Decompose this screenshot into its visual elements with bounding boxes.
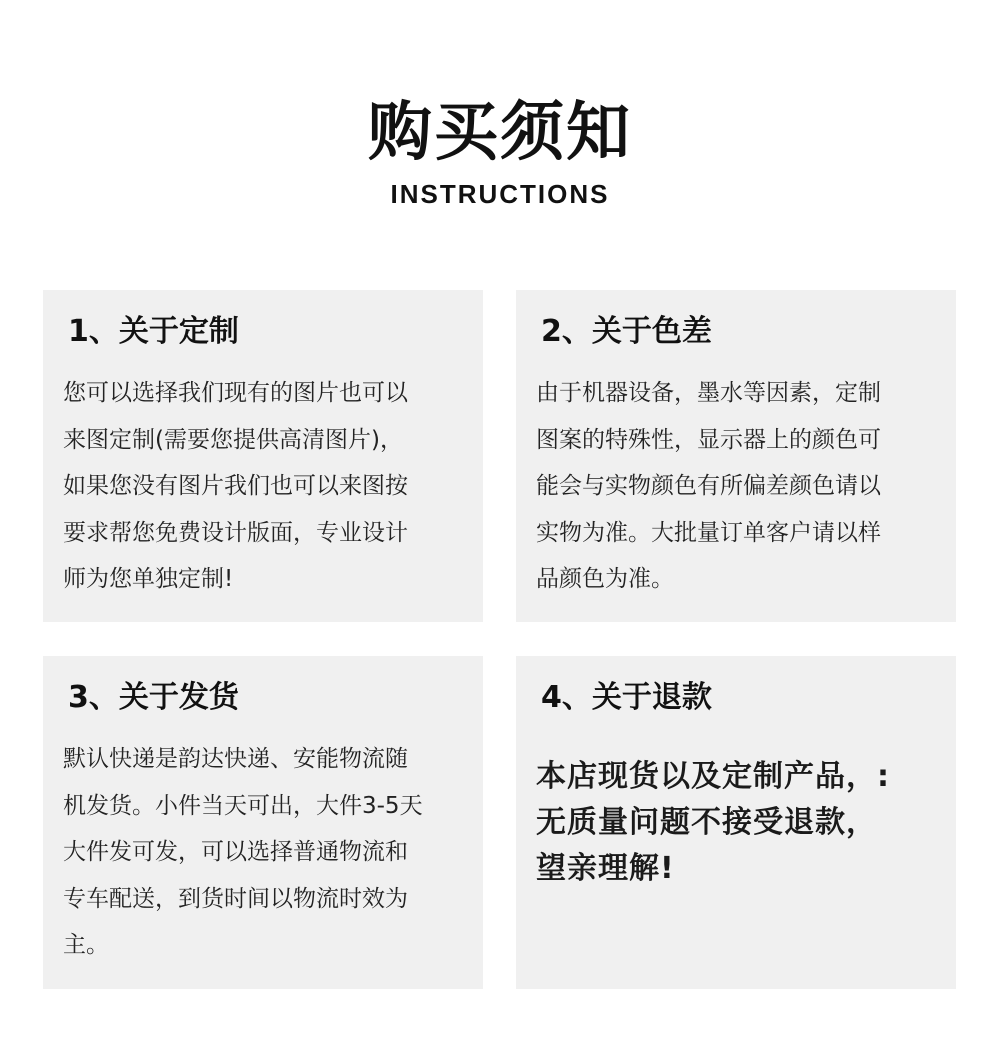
card-heading: 4、关于退款 bbox=[541, 680, 712, 715]
card-text-line: 如果您没有图片我们也可以来图按 bbox=[63, 473, 408, 499]
card-text-line: 本店现货以及定制产品，: bbox=[536, 759, 890, 794]
card-text-line: 无质量问题不接受退款， bbox=[536, 805, 877, 840]
card-text-line: 能会与实物颜色有所偏差颜色请以 bbox=[536, 473, 881, 499]
card-text-line: 大件发可发，可以选择普通物流和 bbox=[63, 839, 408, 865]
card-text-line: 专车配送，到货时间以物流时效为 bbox=[63, 885, 408, 912]
card-text-line: 默认快递是韵达快递、安能物流随 bbox=[63, 746, 408, 772]
page-title: 购买须知 bbox=[368, 96, 632, 170]
card-text-line: 机发货。小件当天可出，大件3-5天 bbox=[63, 792, 423, 819]
card-color-difference bbox=[516, 290, 956, 622]
card-text-line: 望亲理解! bbox=[536, 851, 675, 886]
card-text-line: 师为您单独定制! bbox=[63, 566, 234, 592]
card-body bbox=[63, 736, 463, 969]
card-heading: 3、关于发货 bbox=[68, 680, 239, 715]
card-body bbox=[63, 370, 463, 603]
card-text-line: 实物为准。大批量订单客户请以样 bbox=[536, 519, 881, 546]
card-refund bbox=[516, 656, 956, 989]
card-customization bbox=[43, 290, 483, 622]
card-text-line: 图案的特殊性，显示器上的颜色可 bbox=[536, 426, 881, 453]
page-subtitle: INSTRUCTIONS bbox=[390, 179, 610, 209]
card-heading: 1、关于定制 bbox=[68, 314, 239, 349]
card-text-line: 您可以选择我们现有的图片也可以 bbox=[63, 380, 408, 406]
card-shipping bbox=[43, 656, 483, 989]
card-text-line: 由于机器设备，墨水等因素，定制 bbox=[536, 380, 881, 406]
card-body bbox=[536, 754, 936, 892]
card-body bbox=[536, 370, 936, 603]
card-text-line: 来图定制(需要您提供高清图片)， bbox=[63, 426, 403, 453]
card-heading: 2、关于色差 bbox=[541, 314, 712, 349]
card-text-line: 品颜色为准。 bbox=[536, 566, 674, 592]
card-text-line: 要求帮您免费设计版面，专业设计 bbox=[63, 519, 408, 546]
card-text-line: 主。 bbox=[63, 932, 109, 958]
